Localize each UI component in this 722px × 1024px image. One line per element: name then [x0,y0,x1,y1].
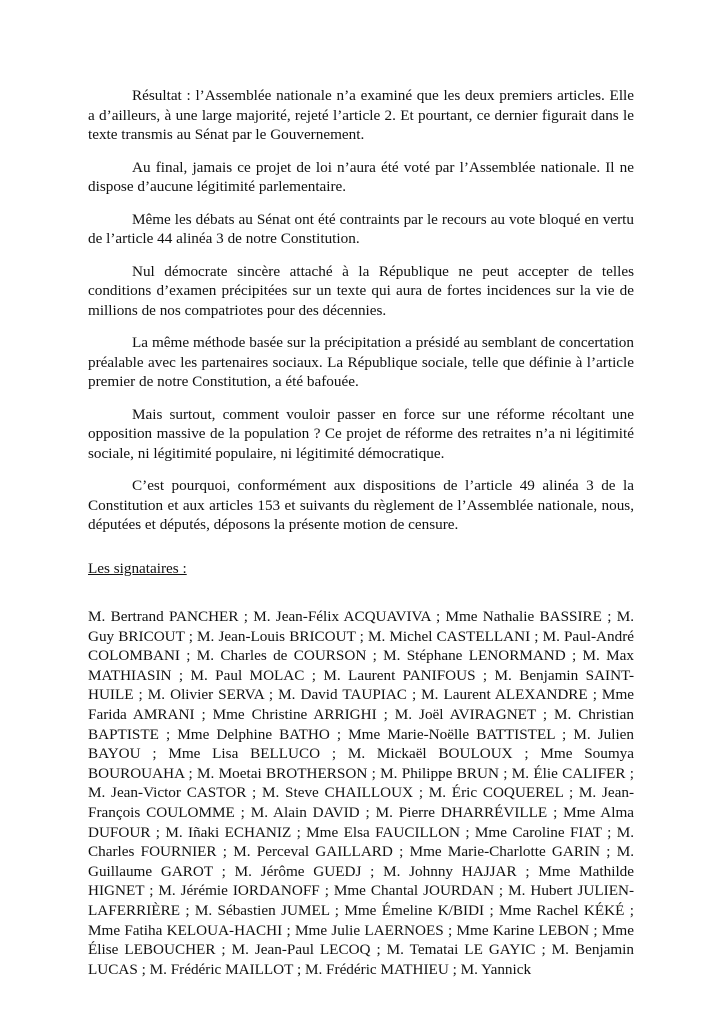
signatories-heading: Les signataires : [88,559,187,577]
paragraph-nul-democrate: Nul démocrate sincère attaché à la République ne peut accepter de telles conditions d’examen précipitées sur un texte qui aura de fortes incidences sur la vie de millions de nos compatriotes pour des décennies. [88,262,634,319]
document-page [88,86,634,979]
paragraph-meme-methode: La même méthode basée sur la précipitation a présidé au semblant de concertation préalable avec les partenaires sociaux. La République sociale, telle que définie à l’article premier de notre Constitution, a été bafouée. [88,334,634,390]
paragraph-au-final: Au final, jamais ce projet de loi n’aura été voté par l’Assemblée nationale. Il ne dispose d’aucune légitimité parlementaire. [88,158,634,195]
paragraph-c-est-pourquoi: C’est pourquoi, conformément aux dispositions de l’article 49 alinéa 3 de la Constitution et aux articles 153 et suivants du règlement de l’Assemblée nationale, nous, députées et députés, déposons la présente motion de censure. [88,477,634,533]
paragraph-debats-senat: Même les débats au Sénat ont été contraints par le recours au vote bloqué en vertu de l’article 44 alinéa 3 de notre Constitution. [88,210,634,247]
signatories-list: M. Bertrand PANCHER ; M. Jean-Félix ACQUAVIVA ; Mme Nathalie BASSIRE ; M. Guy BRICOUT ; M. Jean-Louis BRICOUT ; M. Michel CASTELLANI ; M. Paul-André COLOMBANI ; M. Charles de COURSON ; M. Stéphane LENORMAND ; M. Max MATHIASIN ; M. Paul MOLAC ; M. Laurent PANIFOUS ; M. Benjamin SAINT-HUILE ; M. Olivier SERVA ; M. David TAUPIAC ; M. Laurent ALEXANDRE ; Mme Farida AMRANI ; Mme Christine ARRIGHI ; M. Joël AVIRAGNET ; M. Christian BAPTISTE ; Mme Delphine BATHO ; Mme Marie-Noëlle BATTISTEL ; M. Julien BAYOU ; Mme Lisa BELLUCO ; M. Mickaël BOULOUX ; Mme Soumya BOUROUAHA ; M. Moetai BROTHERSON ; M. Philippe BRUN ; M. Élie CALIFER ; M. Jean-Victor CASTOR ; M. Steve CHAILLOUX ; M. Éric COQUEREL ; M. Jean-François COULOMME ; M. Alain DAVID ; M. Pierre DHARRÉVILLE ; Mme Alma DUFOUR ; M. Iñaki ECHANIZ ; Mme Elsa FAUCILLON ; Mme Caroline FIAT ; M. Charles FOURNIER ; M. Perceval GAILLARD ; Mme Marie-Charlotte GARIN ; M. Guillaume GAROT ; M. Jérôme GUEDJ ; M. Johnny HAJJAR ; Mme Mathilde HIGNET ; M. Jérémie IORDANOFF ; Mme Chantal JOURDAN ; M. Hubert JULIEN-LAFERRIÈRE ; M. Sébastien JUMEL ; Mme Émeline K/BIDI ; Mme Rachel KÉKÉ ; Mme Fatiha KELOUA-HACHI ; Mme Julie LAERNOES ; Mme Karine LEBON ; Mme Élise LEBOUCHER ; M. Jean-Paul LECOQ ; M. Tematai LE GAYIC ; M. Benjamin LUCAS ; M. Frédéric MAILLOT ; M. Frédéric MATHIEU ; M. Yannick [88,608,634,978]
paragraph-resultat: Résultat : l’Assemblée nationale n’a examiné que les deux premiers articles. Elle a d’ailleurs, à une large majorité, rejeté l’article 2. Et pourtant, ce dernier figurait dans le texte transmis au Sénat par le Gouvernement. [88,87,634,143]
paragraph-mais-surtout: Mais surtout, comment vouloir passer en force sur une réforme récoltant une opposition massive de la population ? Ce projet de réforme des retraites n’a ni légitimité sociale, ni légitimité populaire, ni légitimité démocratique. [88,405,634,462]
